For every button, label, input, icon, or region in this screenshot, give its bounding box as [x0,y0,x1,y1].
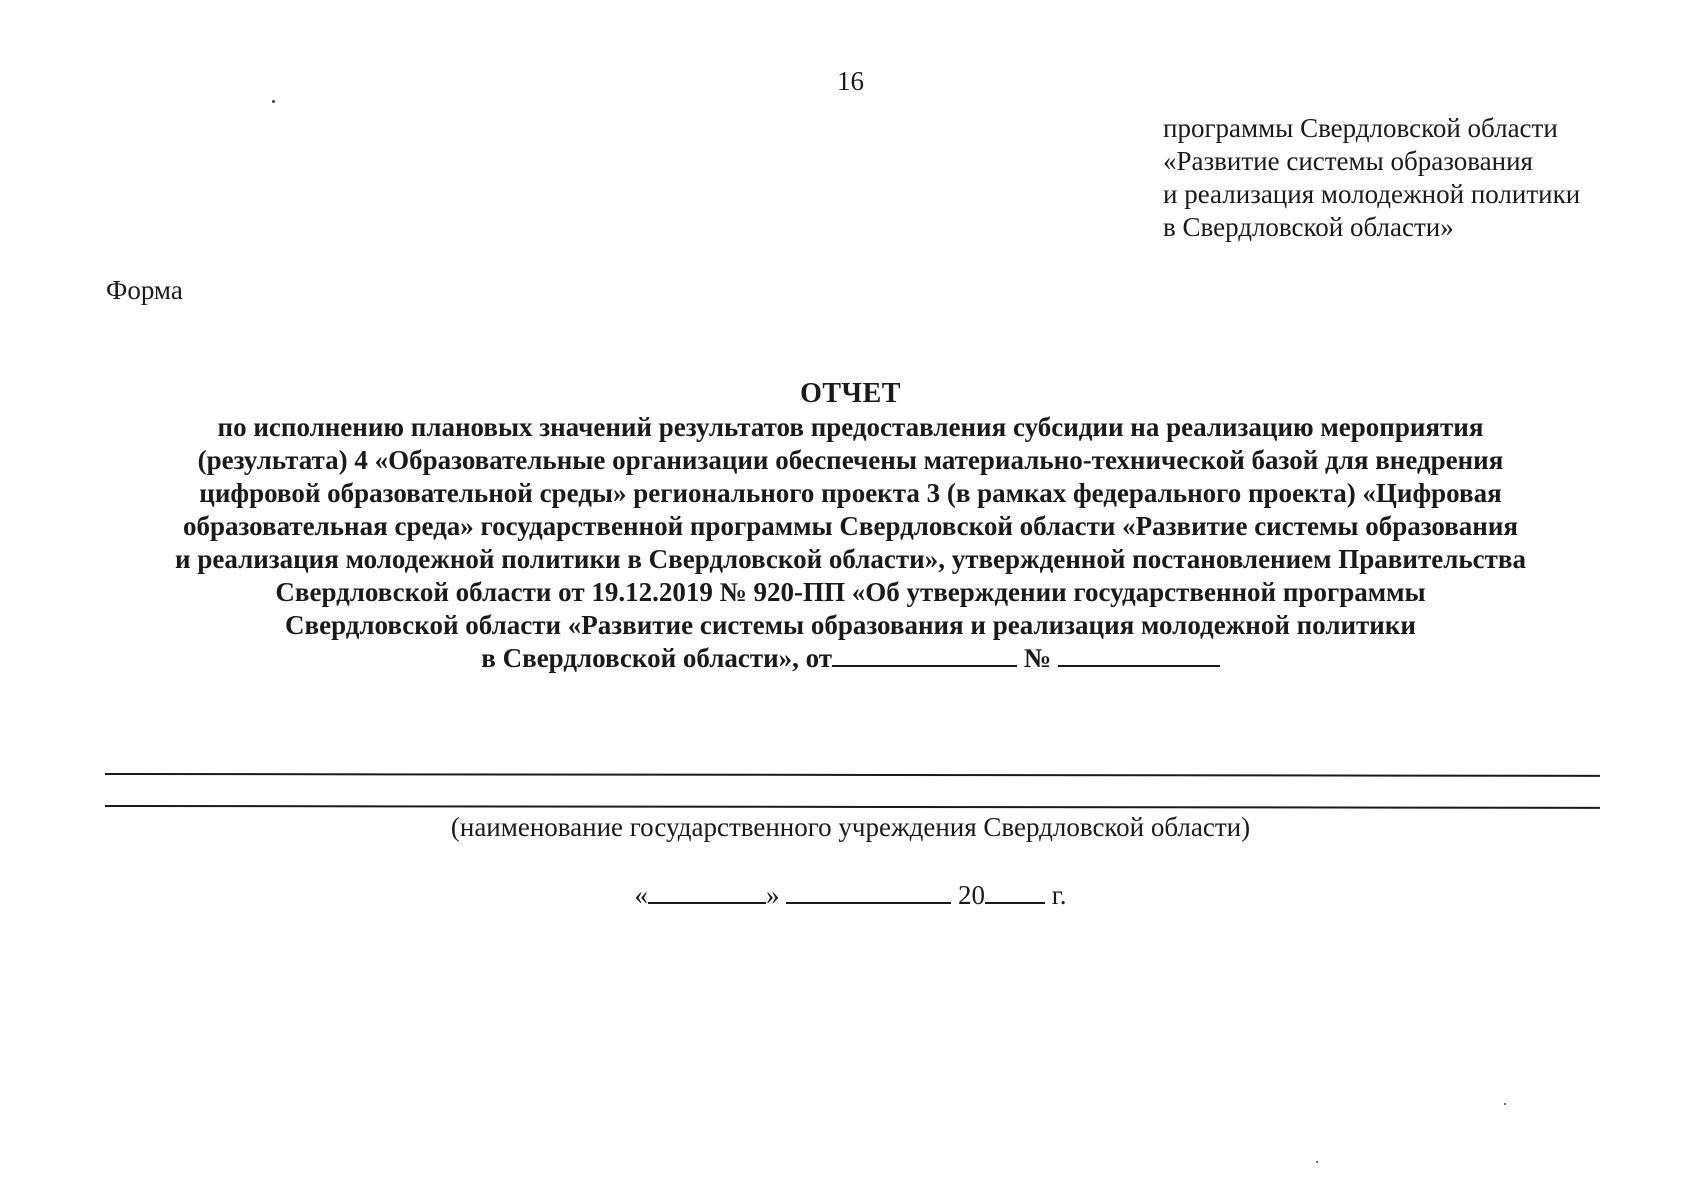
scan-speck [1504,1103,1506,1105]
institution-name-line-1[interactable] [105,773,1600,777]
report-title: ОТЧЕТ [800,378,901,409]
number-blank[interactable] [1058,643,1220,667]
scan-speck [1316,1161,1318,1163]
title-line: (результата) 4 «Образовательные организации обеспечены материально-технической базой для внедрения [197,445,1504,475]
year-suffix: г. [1051,880,1067,910]
date-open-quote: « [634,880,648,910]
title-line: по исполнению плановых значений результатов предоставления субсидии на реализацию мероприятия [217,412,1484,442]
number-sign: № [1023,643,1051,673]
header-line: и реализация молодежной политики [1163,179,1581,209]
title-line: Свердловской области «Развитие системы образования и реализация молодежной политики [285,610,1416,640]
date-close-quote: » [765,880,780,910]
title-last-line-text: в Свердловской области», от [481,643,833,673]
day-blank[interactable] [648,880,766,904]
year-prefix: 20 [957,880,985,910]
form-label: Форма [106,275,183,305]
date-line [0,880,1701,911]
title-line: Свердловской области от 19.12.2019 № 920-ПП «Об утверждении государственной программы [275,577,1426,607]
scan-speck [272,100,275,103]
title-line: цифровой образовательной среды» регионального проекта 3 (в рамках федерального проекта) «Цифровая [199,478,1502,508]
title-line: образовательная среда» государственной программы Свердловской области «Развитие системы образования [182,511,1519,541]
date-blank[interactable] [832,643,1017,667]
report-title-block [0,377,1701,675]
header-reference [1163,112,1683,244]
title-last-line [0,642,1701,675]
header-line: в Свердловской области» [1163,212,1454,242]
header-line: «Развитие системы образования [1163,146,1533,176]
header-line: программы Свердловской области [1163,113,1558,143]
title-line: и реализация молодежной политики в Свердловской области», утвержденной постановлением Правительства [175,544,1526,574]
page-number: 16 [837,66,864,96]
year-blank[interactable] [985,880,1045,904]
institution-name-line-2[interactable] [105,805,1600,809]
month-blank[interactable] [786,880,951,904]
institution-caption: (наименование государственного учреждения Свердловской области) [450,812,1251,842]
